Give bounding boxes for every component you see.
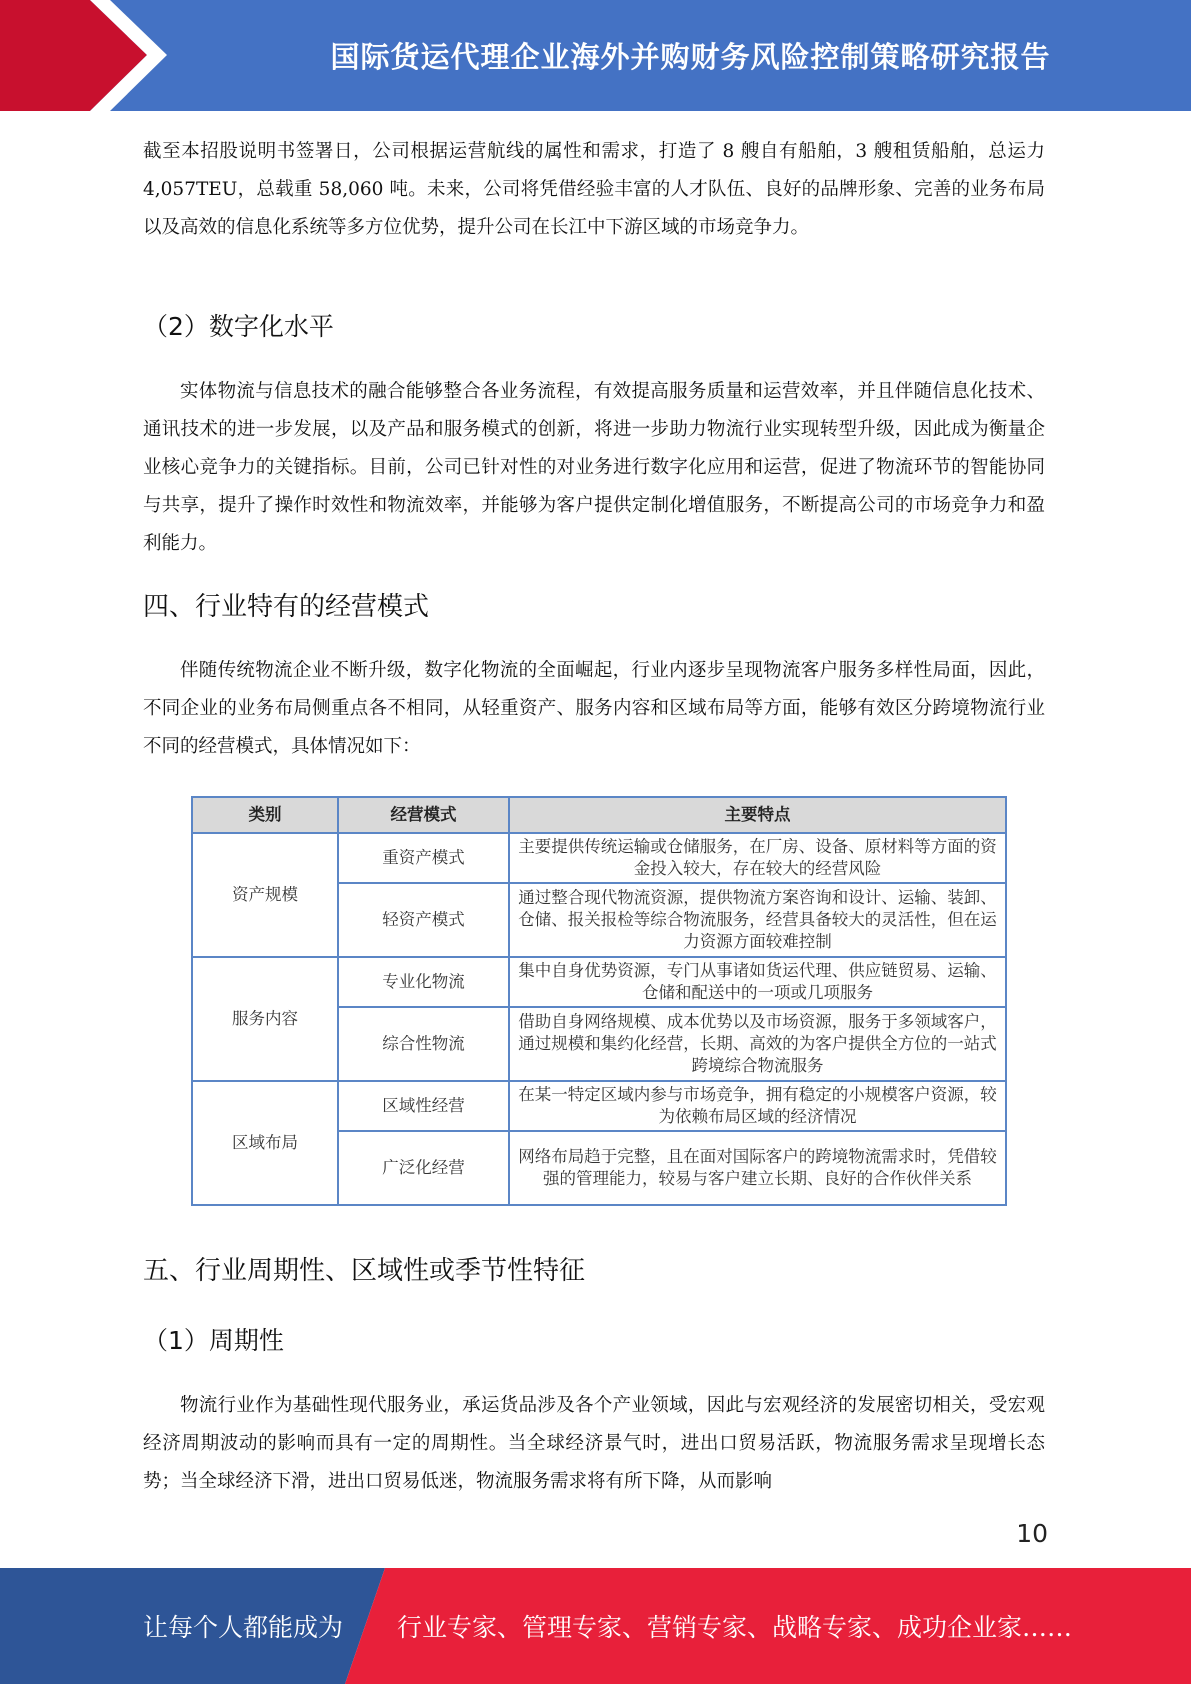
- feature-cell: 借助自身网络规模、成本优势以及市场资源，服务于多领域客户，通过规模和集约化经营，长期、高效的为客户提供全方位的一站式跨境综合物流服务: [509, 1007, 1006, 1081]
- feature-cell: 通过整合现代物流资源，提供物流方案咨询和设计、运输、装卸、仓储、报关报检等综合物流服务，经营具备较大的灵活性，但在运力资源方面较难控制: [509, 883, 1006, 957]
- business-modes-table: [191, 796, 1007, 1206]
- report-title: 国际货运代理企业海外并购财务风险控制策略研究报告: [330, 40, 1051, 74]
- category-cell: 服务内容: [192, 957, 338, 1081]
- category-cell: 区域布局: [192, 1081, 338, 1205]
- mode-cell: 区域性经营: [338, 1081, 509, 1131]
- paragraph-cyclical: 物流行业作为基础性现代服务业，承运货品涉及各个产业领域，因此与宏观经济的发展密切相关，受宏观经济周期波动的影响而具有一定的周期性。当全球经济景气时，进出口贸易活跃，物流服务需求呈现增长态势；当全球经济下滑，进出口贸易低迷，物流服务需求将有所下降，从而影响: [143, 1395, 1045, 1492]
- mode-cell: 广泛化经营: [338, 1131, 509, 1205]
- mode-cell: 专业化物流: [338, 957, 509, 1007]
- header-banner: [0, 0, 1191, 111]
- feature-cell: 网络布局趋于完整，且在面对国际客户的跨境物流需求时，凭借较强的管理能力，较易与客户建立长期、良好的合作伙伴关系: [509, 1131, 1006, 1205]
- digital-paragraph-block: [143, 373, 1045, 563]
- category-cell: 资产规模: [192, 833, 338, 957]
- page-number: 10: [1016, 1519, 1048, 1548]
- feature-cell: 主要提供传统运输或仓储服务，在厂房、设备、原材料等方面的资金投入较大，存在较大的经营风险: [509, 833, 1006, 883]
- heading-section-5: 五、行业周期性、区域性或季节性特征: [143, 1256, 586, 1286]
- feature-cell: 在某一特定区域内参与市场竞争，拥有稳定的小规模客户资源，较为依赖布局区域的经济情况: [509, 1081, 1006, 1131]
- paragraph-capacity: 截至本招股说明书签署日，公司根据运营航线的属性和需求，打造了 8 艘自有船舶，3 艘租赁船舶，总运力 4,057TEU，总载重 58,060 吨。未来，公司将凭借经验丰富的人才队伍、良好的品牌形象、完善的业务布局以及高效的信息化系统等多方位优势，提升公司在长江中下游区域的市场竞争力。: [143, 141, 1045, 238]
- table-row: [192, 1081, 1006, 1131]
- modes-paragraph-block: [143, 652, 1045, 766]
- footer-slogan-right: 行业专家、管理专家、营销专家、战略专家、成功企业家……: [397, 1613, 1073, 1642]
- footer-slogan-left: 让每个人都能成为: [143, 1613, 344, 1642]
- paragraph-digitalization: 实体物流与信息技术的融合能够整合各业务流程，有效提高服务质量和运营效率，并且伴随信息化技术、通讯技术的进一步发展，以及产品和服务模式的创新，将进一步助力物流行业实现转型升级，因此成为衡量企业核心竞争力的关键指标。目前，公司已针对性的对业务进行数字化应用和运营，促进了物流环节的智能协同与共享，提升了操作时效性和物流效率，并能够为客户提供定制化增值服务，不断提高公司的市场竞争力和盈利能力。: [143, 381, 1045, 554]
- intro-paragraph-block: [143, 133, 1045, 247]
- heading-section-4: 四、行业特有的经营模式: [143, 592, 430, 622]
- header-features: 主要特点: [509, 797, 1006, 833]
- feature-cell: 集中自身优势资源，专门从事诸如货运代理、供应链贸易、运输、仓储和配送中的一项或几项服务: [509, 957, 1006, 1007]
- header-mode: 经营模式: [338, 797, 509, 833]
- heading-digitalization: （2）数字化水平: [143, 312, 334, 341]
- header-category: 类别: [192, 797, 338, 833]
- mode-cell: 轻资产模式: [338, 883, 509, 957]
- mode-cell: 综合性物流: [338, 1007, 509, 1081]
- table-header-row: [192, 797, 1006, 833]
- heading-cyclical: （1）周期性: [143, 1326, 284, 1355]
- footer-banner: [0, 1568, 1191, 1684]
- paragraph-business-modes: 伴随传统物流企业不断升级，数字化物流的全面崛起，行业内逐步呈现物流客户服务多样性局面，因此，不同企业的业务布局侧重点各不相同，从轻重资产、服务内容和区域布局等方面，能够有效区分跨境物流行业不同的经营模式，具体情况如下：: [143, 660, 1045, 757]
- table-row: [192, 833, 1006, 883]
- table-row: [192, 957, 1006, 1007]
- mode-cell: 重资产模式: [338, 833, 509, 883]
- cyclical-paragraph-block: [143, 1387, 1045, 1501]
